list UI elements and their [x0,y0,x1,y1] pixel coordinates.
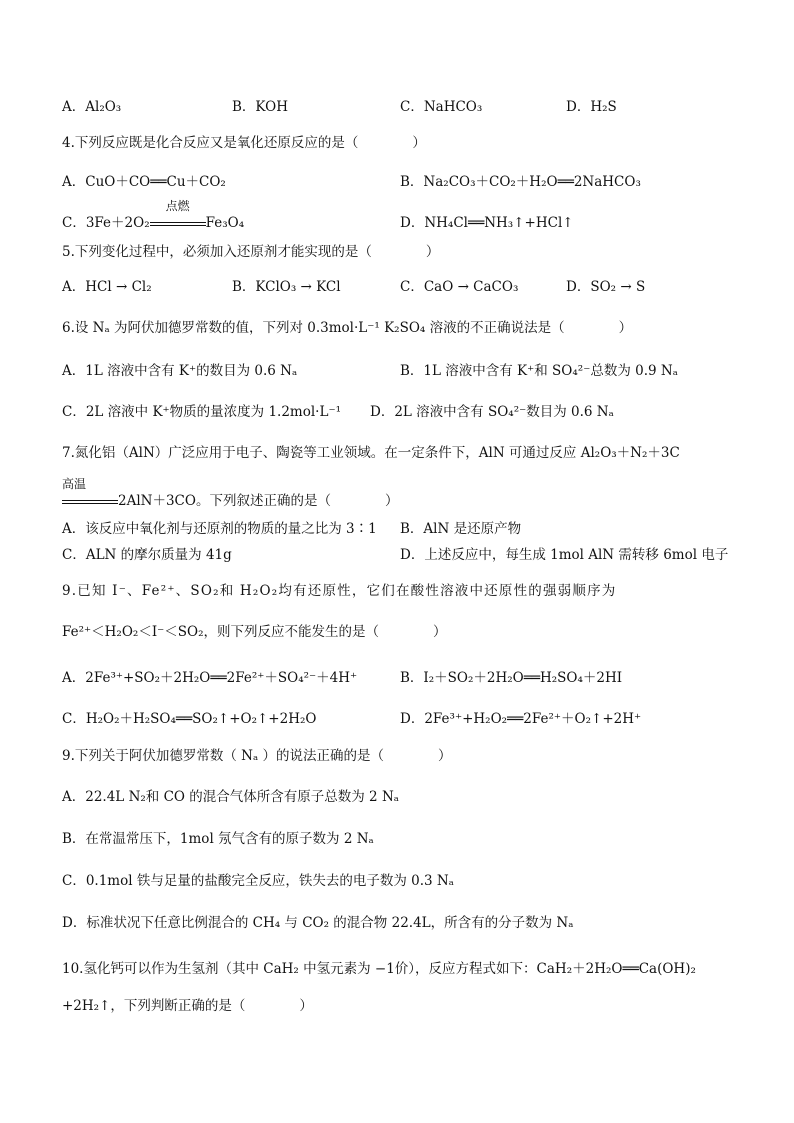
q8-option-d: D．2Fe³⁺+H₂O₂══2Fe²⁺＋O₂↑+2H⁺ [400,711,642,727]
q5-stem: 5.下列变化过程中，必须加入还原剂才能实现的是（ ） [62,244,440,260]
q9-stem: 9.下列关于阿伏加德罗常数（ Nₐ ）的说法正确的是（ ） [62,748,452,764]
q4-option-c-right: Fe₃O₄ [205,215,245,231]
q9-option-b: B．在常温常压下，1mol 氖气含有的原子数为 2 Nₐ [62,831,374,847]
q4-option-b: B．Na₂CO₃＋CO₂＋H₂O══2NaHCO₃ [400,174,641,190]
q3-option-a: A．Al₂O₃ [62,99,122,115]
q4-option-c-left: C．3Fe＋2O₂ [62,215,150,231]
q10-stem-cont: +2H₂↑，下列判断正确的是（ ） [62,998,313,1014]
reaction-condition: 高温 [62,477,87,491]
q5-option-d: D．SO₂ → S [566,279,646,295]
q7-stem-cont [62,477,399,510]
q6-option-d: D．2L 溶液中含有 SO₄²⁻数目为 0.6 Nₐ [370,404,614,420]
q8-option-b: B．I₂＋SO₂＋2H₂O══H₂SO₄＋2HI [400,670,623,686]
reaction-condition: 点燃 [165,199,190,213]
q3-option-c: C．NaHCO₃ [400,99,483,115]
q3-option-b: B．KOH [232,99,288,115]
q9-option-c: C．0.1mol 铁与足量的盐酸完全反应，铁失去的电子数为 0.3 Nₐ [62,873,454,889]
q4-stem: 4.下列反应既是化合反应又是氧化还原反应的是（ ） [62,135,426,151]
q7-option-c: C．ALN 的摩尔质量为 41g [62,547,232,563]
q6-option-b: B．1L 溶液中含有 K⁺和 SO₄²⁻总数为 0.9 Nₐ [400,363,678,379]
q5-option-b: B．KClO₃ → KCl [232,279,341,295]
q5-option-c: C．CaO → CaCO₃ [400,279,519,295]
q9-option-a: A．22.4L N₂和 CO 的混合气体所含有原子总数为 2 Nₐ [62,789,399,805]
q8-stem: 9.已知 I⁻、Fe²⁺、SO₂和 H₂O₂均有还原性，它们在酸性溶液中还原性的强弱顺序为 [62,583,617,599]
q6-option-a: A．1L 溶液中含有 K⁺的数目为 0.6 Nₐ [62,363,298,379]
q6-option-c: C．2L 溶液中 K⁺物质的量浓度为 1.2mol·L⁻¹ [62,404,341,420]
q7-option-d: D．上述反应中，每生成 1mol AlN 需转移 6mol 电子 [400,547,729,563]
q6-stem: 6.设 Nₐ 为阿伏加德罗常数的值，下列对 0.3mol·L⁻¹ K₂SO₄ 溶液的不正确说法是（ ） [62,320,633,336]
q4-option-c [62,199,245,232]
q3-option-d: D．H₂S [566,99,617,115]
q8-option-c: C．H₂O₂＋H₂SO₄══SO₂↑+O₂↑+2H₂O [62,711,317,727]
q7-option-a: A．该反应中氧化剂与还原剂的物质的量之比为 3∶1 [62,521,377,537]
q4-option-a: A．CuO＋CO══Cu＋CO₂ [62,174,226,190]
q8-option-a: A．2Fe³⁺+SO₂＋2H₂O══2Fe²⁺＋SO₄²⁻＋4H⁺ [62,670,358,686]
q7-stem-text: 2AlN＋3CO。下列叙述正确的是（ ） [118,493,399,509]
reaction-condition-arrow [62,477,118,510]
q9-option-d: D．标准状况下任意比例混合的 CH₄ 与 CO₂ 的混合物 22.4L，所含有的分子数为 Nₐ [62,915,574,931]
q7-option-b: B．AlN 是还原产物 [400,521,522,537]
q7-stem: 7.氮化铝（AlN）广泛应用于电子、陶瓷等工业领域。在一定条件下，AlN 可通过反应 Al₂O₃＋N₂＋3C [62,445,680,461]
q4-option-d: D．NH₄Cl══NH₃↑+HCl↑ [400,215,574,231]
q8-stem-cont: Fe²⁺＜H₂O₂＜I⁻＜SO₂，则下列反应不能发生的是（ ） [62,624,447,640]
q10-stem: 10.氢化钙可以作为生氢剂（其中 CaH₂ 中氢元素为 −1价），反应方程式如下：CaH₂＋2H₂O══Ca(OH)₂ [62,961,696,977]
q5-option-a: A．HCl → Cl₂ [62,279,152,295]
reaction-condition-arrow [150,199,206,232]
